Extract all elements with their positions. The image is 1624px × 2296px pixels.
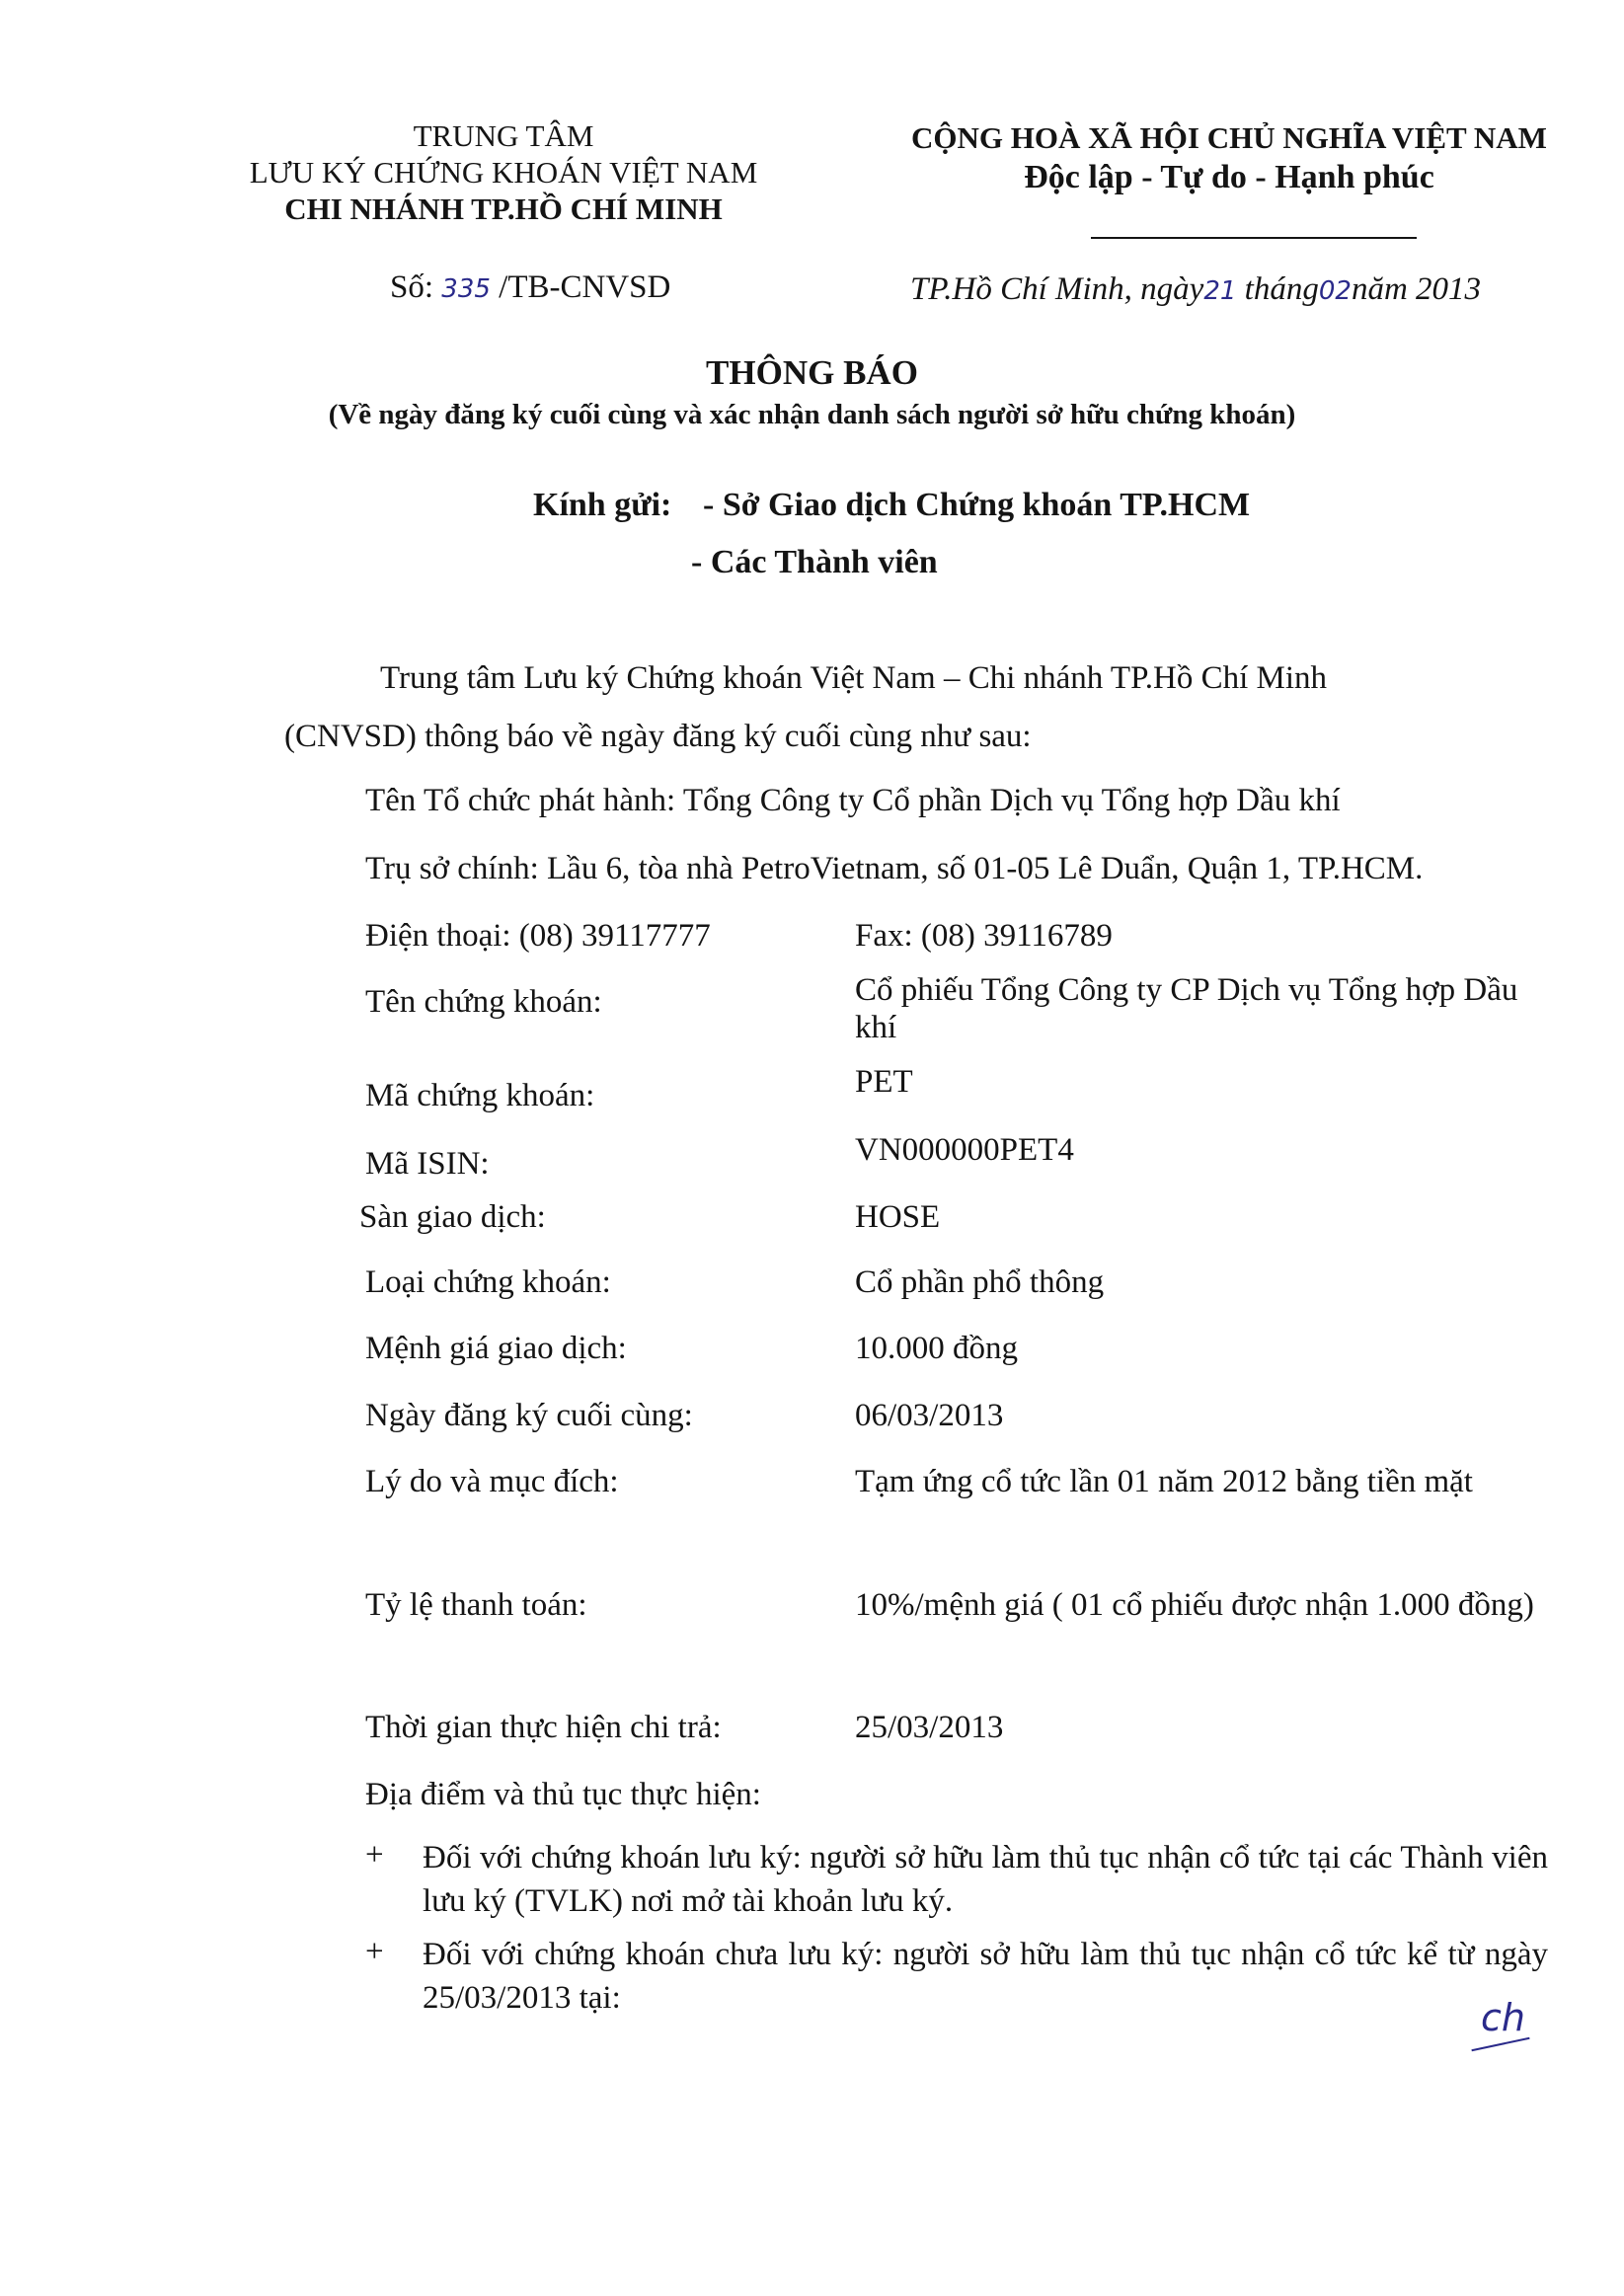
document-number [390, 268, 670, 308]
fax-number: Fax: (08) 39116789 [855, 918, 1113, 954]
detail-value: Cổ phiếu Tổng Công ty CP Dịch vụ Tổng hợp Dầu khí [855, 972, 1518, 1045]
detail-label: Sàn giao dịch: [359, 1199, 546, 1235]
detail-label: Lý do và mục đích: [365, 1464, 619, 1499]
handwritten-initials: ch [1481, 1996, 1525, 2039]
procedure-bullet: Đối với chứng khoán chưa lưu ký: người sở hữu làm thủ tục nhận cổ tức kể từ ngày 25/03/2013 tại: [423, 1937, 1548, 2016]
detail-value: HOSE [855, 1199, 941, 1235]
issue-date [910, 270, 1481, 310]
bullet-marker: + [365, 1934, 384, 1969]
motto-underline [1091, 237, 1417, 239]
document-number-handwritten: 335 [441, 274, 491, 304]
bullet-marker: + [365, 1837, 384, 1873]
detail-label: Thời gian thực hiện chi trả: [365, 1710, 722, 1745]
headquarters-address: Trụ sở chính: Lầu 6, tòa nhà PetroVietnam, số 01-05 Lê Duẩn, Quận 1, TP.HCM. [365, 851, 1424, 886]
detail-value: Tạm ứng cổ tức lần 01 năm 2012 bằng tiền mặt [855, 1464, 1473, 1499]
detail-value: Cổ phần phổ thông [855, 1264, 1105, 1300]
document-number-suffix: /TB-CNVSD [490, 269, 671, 305]
document-subtitle: (Về ngày đăng ký cuối cùng và xác nhận danh sách người sở hữu chứng khoán) [328, 399, 1296, 430]
detail-label: Mã chứng khoán: [365, 1078, 595, 1113]
issue-date-day: 21 [1203, 276, 1237, 306]
issue-date-year: năm 2013 [1351, 271, 1482, 307]
detail-label: Tên chứng khoán: [365, 984, 602, 1020]
detail-label: Loại chứng khoán: [365, 1264, 611, 1300]
intro-line1: Trung tâm Lưu ký Chứng khoán Việt Nam – Chi nhánh TP.Hồ Chí Minh [380, 660, 1328, 696]
recipient-item: - Các Thành viên [691, 544, 938, 580]
detail-value: 06/03/2013 [855, 1398, 1004, 1433]
detail-value: 10.000 đồng [855, 1331, 1018, 1366]
procedure-bullet: Đối với chứng khoán lưu ký: người sở hữu làm thủ tục nhận cổ tức tại các Thành viên lưu ký (TVLK) nơi mở tài khoản lưu ký. [423, 1840, 1548, 1919]
detail-label: Mã ISIN: [365, 1146, 490, 1182]
detail-value: VN000000PET4 [855, 1132, 1074, 1168]
recipient-item: - Sở Giao dịch Chứng khoán TP.HCM [703, 487, 1251, 523]
intro-line2: (CNVSD) thông báo về ngày đăng ký cuối cùng như sau: [284, 719, 1032, 754]
issue-date-month: 02 [1318, 276, 1352, 306]
phone-number: Điện thoại: (08) 39117777 [365, 918, 711, 954]
issue-date-place: TP.Hồ Chí Minh, ngày [910, 271, 1204, 307]
detail-value: 25/03/2013 [855, 1710, 1004, 1745]
org-name-line1: TRUNG TÂM [413, 118, 594, 153]
detail-label: Ngày đăng ký cuối cùng: [365, 1398, 693, 1433]
country-name: CỘNG HOÀ XÃ HỘI CHỦ NGHĨA VIỆT NAM [911, 120, 1547, 155]
national-motto: Độc lập - Tự do - Hạnh phúc [1024, 159, 1434, 195]
recipients-label: Kính gửi: [533, 487, 672, 523]
issue-date-month-label: tháng [1236, 271, 1319, 307]
org-name-line2: LƯU KÝ CHỨNG KHOÁN VIỆT NAM [249, 155, 758, 190]
detail-label: Mệnh giá giao dịch: [365, 1331, 627, 1366]
document-title: THÔNG BÁO [706, 353, 918, 392]
detail-value: PET [855, 1064, 913, 1100]
detail-value: 10%/mệnh giá ( 01 cổ phiếu được nhận 1.000 đồng) [855, 1587, 1534, 1623]
procedure-heading: Địa điểm và thủ tục thực hiện: [365, 1777, 761, 1812]
org-branch: CHI NHÁNH TP.HỒ CHÍ MINH [284, 191, 723, 226]
detail-label: Tỷ lệ thanh toán: [365, 1587, 587, 1623]
issuer-name: Tên Tổ chức phát hành: Tổng Công ty Cổ phần Dịch vụ Tổng hợp Dầu khí [365, 783, 1341, 818]
document-number-prefix: Số: [390, 269, 442, 305]
